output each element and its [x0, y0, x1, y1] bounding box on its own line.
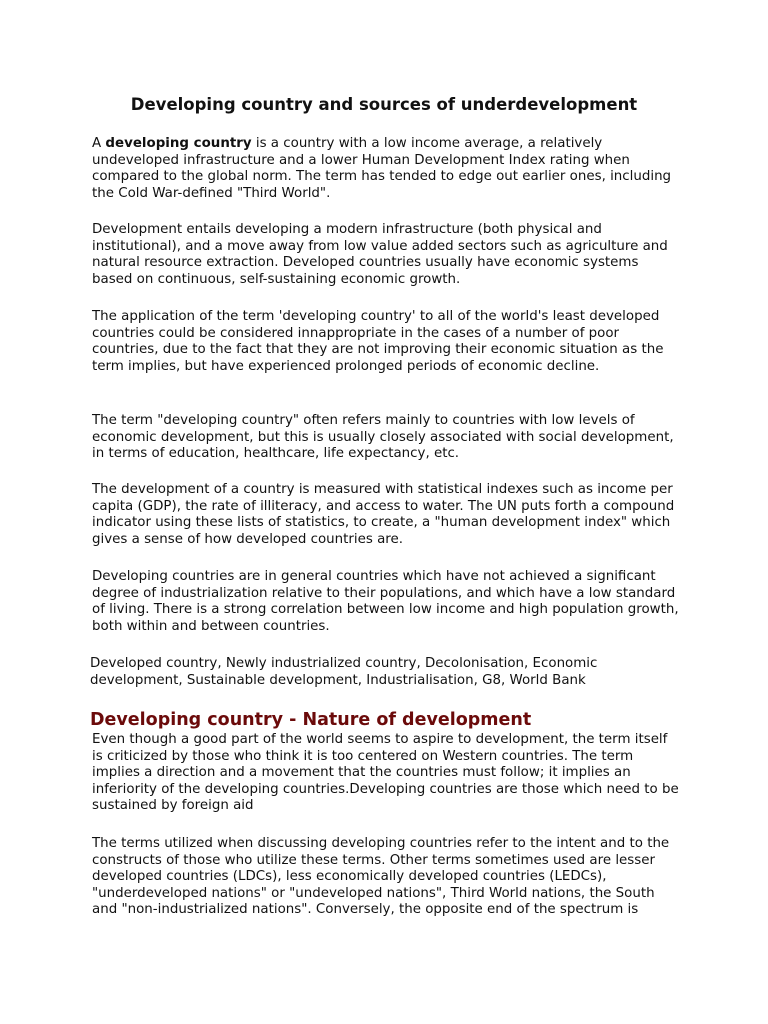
paragraph-term-application: The application of the term 'developing country' to all of the world's least developed countries could be considered innappropriate in the cases of a number of poor countries, due to the fact that they are not improving their economic situation as the term implies, but have experienced prolonged periods of economic decline.: [92, 309, 664, 374]
paragraph-development: Development entails developing a modern infrastructure (both physical and institutional), and a move away from low value added sectors such as agriculture and natural resource extraction. Developed countries usually have economic systems based on continuous, self-sustaining economic growth.: [92, 222, 668, 287]
intro-rest: is a country with a low income average, a relatively undeveloped infrastructure and a lower Human Development Index rating when compared to the global norm. The term has tended to edge out earlier ones, including the Cold War-defined "Third World".: [92, 136, 672, 201]
paragraph-industrialization: Developing countries are in general countries which have not achieved a significant degree of industrialization relative to their populations, and which have a low standard of living. There is a strong correlation between low income and high population growth, both within and between countries.: [92, 569, 679, 634]
intro-bold-term: developing country: [105, 136, 252, 151]
section-heading: Developing country - Nature of development: [90, 710, 532, 730]
section-paragraph-terms: The terms utilized when discussing developing countries refer to the intent and to the constructs of those who utilize these terms. Other terms sometimes used are lesser developed countries (LDCs), less economically developed countries (LEDCs), "underdeveloped nations" or "undeveloped nations", Third World nations, the South and "non-industrialized nations". Conversely, the opposite end of the spectrum is: [92, 836, 670, 918]
intro-paragraph: [92, 136, 682, 202]
intro-prefix: A: [92, 136, 106, 151]
paragraph-term-meaning: The term "developing country" often refers mainly to countries with low levels of economic development, but this is usually closely associated with social development, in terms of education, healthcare, life expectancy, etc.: [92, 413, 674, 462]
paragraph-measurement: The development of a country is measured with statistical indexes such as income per capita (GDP), the rate of illiteracy, and access to water. The UN puts forth a compound indicator using these lists of statistics, to create, a "human development index" which gives a sense of how developed countries are.: [92, 482, 675, 547]
page-title: Developing country and sources of underdevelopment: [130, 95, 638, 114]
related-terms: Developed country, Newly industrialized country, Decolonisation, Economic development, Sustainable development, Industrialisation, G8, World Bank: [90, 656, 598, 688]
section-paragraph-criticism: Even though a good part of the world seems to aspire to development, the term itself is criticized by those who think it is too centered on Western countries. The term implies a direction and a movement that the countries must follow; it implies an inferiority of the developing countries.Developing countries are those which need to be sustained by foreign aid: [92, 732, 679, 814]
